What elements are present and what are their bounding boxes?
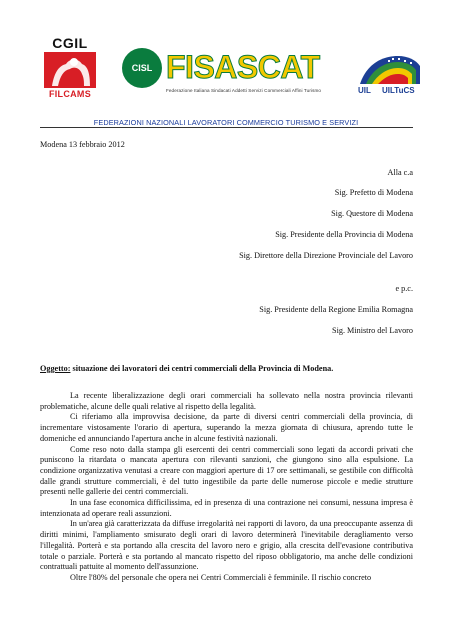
federation-header: FEDERAZIONI NAZIONALI LAVORATORI COMMERCIO TURISMO E SERVIZI [93,118,359,127]
letter-body [40,391,413,584]
body-paragraph: Ci riferiamo alla improvvisa decisione, da parte di diversi centri commerciali della provincia, di incrementare vistosamente l'orario di apertura, superando la mezza giornata di chiusura, aprendo tutte le domeniche ed annunciando l'apertura anche in alcune festività nazionali. [40,412,413,443]
recipient-presidente-provincia: Sig. Presidente della Provincia di Modena [275,230,413,239]
uiltucs-text: UILTuCS [382,86,415,95]
subject-text: situazione dei lavoratori dei centri commerciali della Provincia di Modena. [72,364,334,373]
body-paragraph: Oltre l'80% del personale che opera nei Centri Commerciali è femminile. Il rischio concreto [70,572,372,582]
fisascat-subtitle: Federazione Italiana Sindacati Addetti Servizi Commerciali Affini Turismo [166,88,322,93]
subject-line [40,364,333,374]
cc-intro: e p.c. [395,284,413,293]
recipient-direttore-lavoro: Sig. Direttore della Direzione Provinciale del Lavoro [239,251,413,260]
uil-text: UIL [358,86,371,95]
cisl-badge: CISL [122,48,162,88]
body-paragraph: In una fase economica difficilissima, ed in presenza di una contrazione nei consumi, nessuna impresa è intenzionata ad operare reali assunzioni. [40,498,413,518]
subject-label: Oggetto: [40,364,71,373]
cgil-filcams-logo [44,36,96,100]
filcams-logo-text: FILCAMS [48,89,92,99]
body-paragraph: In un'area già caratterizzata da diffuse irregolarità nei rapporti di lavoro, da una preoccupante assenza di diritti minimi, l'ampliamento smisurato degli orari di lavoro determinerà l'inevitabile deragliamento verso l'illegalità. Porterà e sta portando alla crescita del lavoro nero e grigio, alla crescita dell'evasione contributiva totale o parziale. Porterà e sta portando al mancato rispetto del riposo obbligatorio, ma anche delle condizioni contrattuali pattuite al momento dell'assunzione. [40,519,413,572]
recipient-prefetto: Sig. Prefetto di Modena [334,188,413,197]
recipient-questore: Sig. Questore di Modena [331,209,413,218]
cc-ministro-lavoro: Sig. Ministro del Lavoro [332,326,413,335]
cc-presidente-regione: Sig. Presidente della Regione Emilia Romagna [259,305,413,314]
place-date: Modena 13 febbraio 2012 [40,140,125,149]
recipients-intro: Alla c.a [387,168,413,177]
uil-uiltucs-logo [358,52,422,100]
body-paragraph: La recente liberalizzazione degli orari commerciali ha sollevato nella nostra provincia rilevanti problematiche, alcune delle quali relative al rispetto della legalità. [40,391,413,411]
fisascat-logo [122,44,332,104]
body-paragraph: Come reso noto dalla stampa gli esercenti dei centri commerciali sono legati da accordi privati che puniscono la ritardata o mancata apertura con rilevanti sanzioni, che giungono sino alla espulsione. La condizione organizzativa venutasi a creare con maggiori aperture di 17 ore settimanali, se gestibile con difficoltà dalle grandi strutture commerciali, è del tutto ingestibile da parte delle numerose piccole e medie strutture presenti nelle gallerie dei centri commerciali. [40,444,413,497]
cgil-logo-text: CGIL [52,35,88,51]
header-divider [40,127,413,128]
fisascat-wordmark: FISASCAT [166,49,320,85]
cgil-logo-mark [44,52,96,88]
